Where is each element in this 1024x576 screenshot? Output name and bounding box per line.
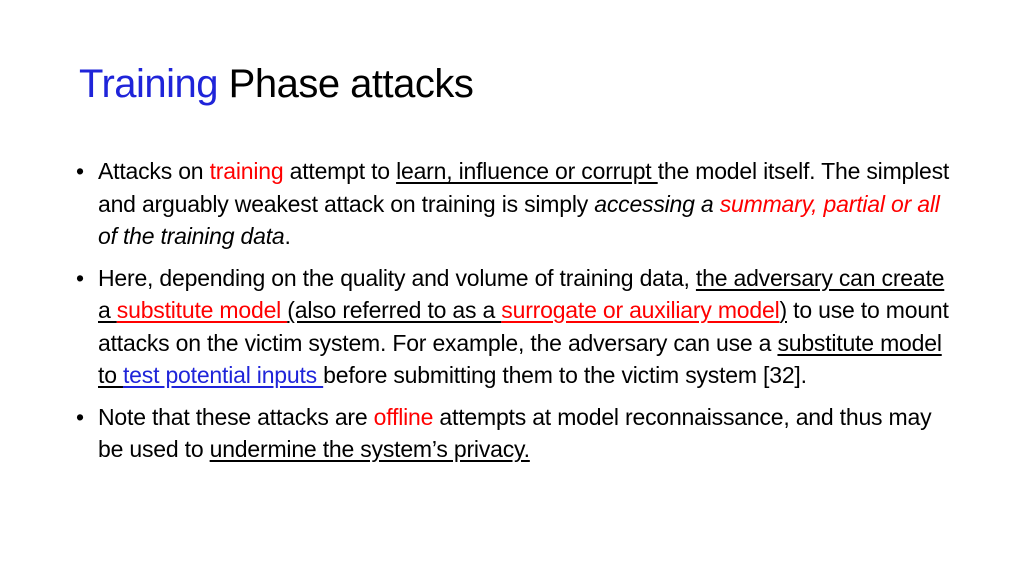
- text-underlined: ): [779, 297, 787, 323]
- text-segment: the model itself. The simplest and arguably weakest attack on training is simply: [98, 158, 950, 217]
- text-segment: Attacks on: [98, 158, 210, 184]
- bullet-list: [76, 155, 956, 475]
- text-underlined-red: surrogate or auxiliary model: [501, 297, 780, 323]
- text-segment: before submitting them to the victim system [32].: [323, 362, 807, 388]
- text-emphasis-red: training: [209, 158, 284, 184]
- text-underlined: undermine the system’s privacy.: [209, 436, 530, 462]
- text-underlined: learn, influence or corrupt: [396, 158, 658, 184]
- text-segment: .: [284, 223, 291, 249]
- text-segment: attempts at model reconnaissance, and thus may be used to: [98, 403, 932, 462]
- text-underlined: substitute model to: [98, 329, 942, 388]
- text-italic-red: summary, partial or all: [719, 190, 940, 217]
- text-italic: of the training data: [98, 223, 285, 249]
- bullet-marker: •: [76, 264, 84, 291]
- text-underlined-red: substitute model: [116, 297, 288, 323]
- text-segment: to use to mount attacks on the victim system. For example, the adversary can use a: [98, 297, 949, 356]
- title-highlight: Training: [79, 62, 219, 106]
- bullet-marker: •: [76, 158, 84, 184]
- text-segment: attempt to: [283, 158, 397, 184]
- text-italic: accessing a: [594, 190, 720, 217]
- bullet-item-training-attacks: [76, 155, 956, 253]
- text-underlined: the adversary can create a: [98, 264, 945, 323]
- text-segment: Note that these attacks are: [98, 403, 374, 430]
- slide-title: [79, 58, 473, 110]
- text-segment: Here, depending on the quality and volume of training data,: [98, 264, 696, 291]
- text-underlined: (also referred to as a: [287, 297, 502, 323]
- text-emphasis-red: offline: [373, 403, 434, 430]
- bullet-marker: •: [76, 403, 84, 430]
- bullet-item-substitute-model: [76, 262, 956, 392]
- text-underlined-blue: test potential inputs: [122, 362, 324, 388]
- bullet-item-offline-attacks: [76, 401, 956, 466]
- title-rest: Phase attacks: [218, 62, 474, 106]
